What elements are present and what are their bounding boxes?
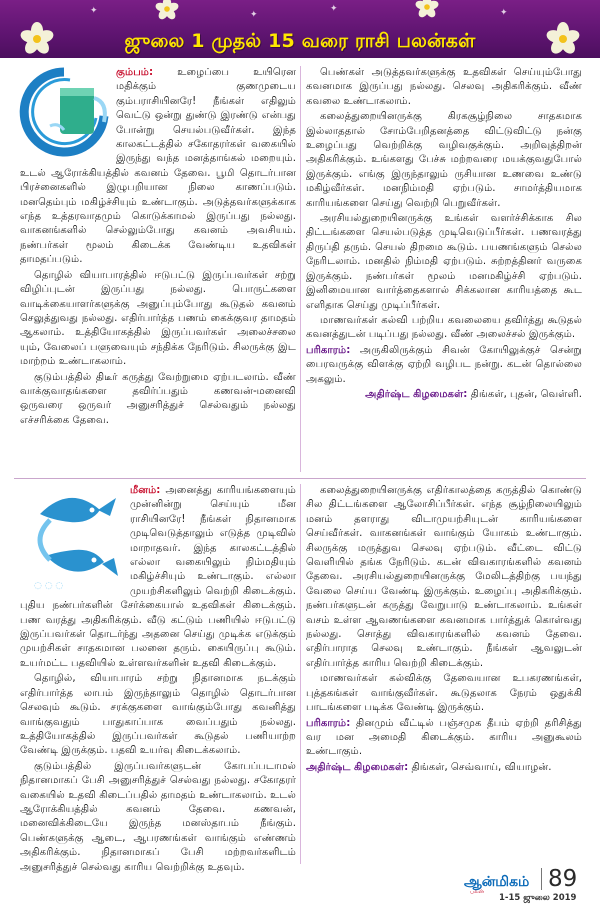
- paragraph: தொழில் வியாபாரத்தில் ஈடுபட்டு இருப்பவர்கள் சற்று விழிப்புடன் இருப்பது நல்லது. பொருட்களை வாடிக்கையாளர்களுக்கு அனுப்பும்போது கூடுதல் கவனம் செலுத்துவது நல்லது. எதிர்பார்த்த பணம் கைக்குவர தாமதம் ஆகலாம். உத்தியோகத்தில் இருப்பவர்கள் அலைச்சலை யும், வேலைப் பளுவையும் சந்திக்க நேரிடும். சிலருக்கு இட மாற்றம் உண்டாகலாம்.: [20, 269, 296, 368]
- meenam-left-column: [20, 484, 296, 873]
- header-banner: [0, 0, 600, 58]
- sparkle-icon: ✦: [250, 10, 258, 20]
- svg-text:◌ ◌ ◌: ◌ ◌ ◌: [34, 581, 64, 591]
- sparkle-icon: ✦: [90, 6, 98, 16]
- sign-title: கும்பம்:: [116, 67, 154, 78]
- lucky-days-label: அதிர்ஷ்ட கிழமைகள்:: [306, 761, 409, 773]
- paragraph: மாணவர்கள் கல்விக்கு தேவையான உபகரணங்கள், புத்தகங்கள் வாங்குவீர்கள். கூடுதலாக நேரம் ஒதுக்கி பாடங்களை படிக்க வேண்டி இருக்கும்.: [306, 673, 582, 714]
- sparkle-icon: ✦: [330, 4, 338, 14]
- remedy-label: பரிகாரம்:: [306, 717, 351, 729]
- remedy-label: பரிகாரம்:: [306, 344, 351, 356]
- remedy-text: தினமும் வீட்டில் பஞ்சமுக தீபம் ஏற்றி தரிசித்து வர மன அமைதி கிடைக்கும். காரிய அனுகூலம் உண்டாகும்.: [306, 717, 582, 758]
- page-title: ஜுலை 1 முதல் 15 வரை ராசி பலன்கள்: [124, 30, 476, 52]
- remedy-text: அருகிலிருக்கும் சிவன் கோயிலுக்குச் சென்று பைரவருக்கு விளக்கு ஏற்றி வழிபட நன்று. கடன் தொல்லை அகலும்.: [306, 344, 582, 385]
- paragraph: அனைத்து காரியங்களையும் முன்னின்று செய்யும் மீன ராசியினரே! நீங்கள் நிதானமாக முடிவெடுத்தாலும் எடுத்த முடிவில் மாறாதவர். இந்த காலகட்டத்தில் எல்லா வகையிலும் நிம்மதியும் மகிழ்ச்சியும் உண்டாகும். எல்லா முயற்சிகளிலும் வெற்றி கிடைக்கும். புதிய நண்பர்களின் சேர்க்கையால் உதவிகள் கிடைக்கும். பண வரத்து அதிகரிக்கும். வீடு கட்டும் பணியில் ஈடுபட்டு இருப்பவர்கள் தொடர்ந்து அதனை செய்து முடிக்க எடுக்கும் முயற்சிகள் சாதகமான பலனை தரும். கையிருப்பு கூடும். உயர்மட்ட பதவியில் உள்ளவர்களின் உதவி கிடைக்கும்.: [20, 485, 296, 669]
- column-divider: [300, 66, 301, 472]
- lucky-days: திங்கள், புதன், வெள்ளி.: [470, 388, 582, 400]
- flower-icon: [155, 0, 179, 21]
- meenam-right-column: [306, 484, 582, 864]
- kumbam-right-column: [306, 66, 582, 472]
- sign-title: மீனம்:: [130, 485, 161, 496]
- kumbam-left-column: [20, 66, 296, 472]
- paragraph: மாணவர்கள் கல்வி பற்றிய கவலையை தவிர்த்து கூடுதல் கவனத்துடன் படிப்பது நல்லது. வீண் அலைச்சல் இருக்கும்.: [306, 314, 582, 341]
- paragraph: அரசியல்துறையினருக்கு உங்கள் வளர்ச்சிக்காக சில திட்டங்களை செயல்படுத்த முடிவெடுப்பீர்கள். பணவரத்து திருப்தி தரும். செயல் திறமை கூடும். பயணங்களும் செல்ல நேரிடலாம். மனதில் நிம்மதி ஏற்படும். சுற்றத்தினர் வருகை இருக்கும். நண்பர்கள் மூலம் மனமகிழ்ச்சி ஏற்படும். இனிமையான வார்த்தைகளால் சிக்கலான காரியத்தை கூட எளிதாக செய்து முடிப்பீர்கள்.: [306, 213, 582, 311]
- page-number: 89: [548, 866, 578, 892]
- paragraph: கலைத்துறையினருக்கு எதிர்காலத்தை கருத்தில் கொண்டு சில திட்டங்களை ஆலோசிப்பீர்கள். எந்த சூழ்நிலையிலும் மனம் தளராது விடாமுயற்சியுடன் காரியங்களை செய்வீர்கள். வாகனங்கள் வாங்கும் யோகம் உண்டாகும். சிலருக்கு மருத்துவ செலவு ஏற்படும். வீட்டை விட்டு வெளியில் தங்க நேரிடும். கடன் விவகாரங்களில் கவனம் தேவை. அரசியல்துறையினருக்கு மேலிடத்திற்கு பயந்து வேலை செய்ய வேண்டி இருக்கும். உழைப்பு அதிகரிக்கும். நண்பர்களுடன் கருத்து வேறுபாடு உண்டாகலாம். உங்கள் வசம் உள்ள ஆவணங்களை கவனமாக பார்த்துக் கொள்வது நல்லது. சொத்து விவகாரங்களில் கவனம் தேவை. எதிர்பாராத செலவு உண்டாகும். நீங்கள் ஆவலுடன் எதிர்பார்த்த காரிய வெற்றி கிடைக்கும்.: [306, 485, 582, 669]
- column-divider: [300, 484, 301, 864]
- magazine-logo: ஆன்மிகம்: [464, 874, 530, 890]
- sparkle-icon: ✦: [500, 8, 508, 18]
- paragraph: உழைப்பை உயிரென மதிக்கும் குணமுடைய கும்பராசியினரே! நீங்கள் எதிலும் வெட்டு ஒன்று துண்டு இரண்டு என்பது போன்று செயல்படுவீர்கள். இந்த காலகட்டத்தில் சகோதரர்கள் வகையில் இருந்து வந்த மனத்தாங்கல் மறையும். உடல் ஆரோக்கியத்தில் கவனம் தேவை. பூமி தொடர்பான பிரச்னைகளில் இழுபறியான நிலை காணப்படும். மனதெம்பும் மகிழ்ச்சியும் உண்டாகும். அடுத்தவர்களுக்காக எந்த உத்தரவாதமும் கொடுக்காமல் இருப்பது நல்லது. வாகனங்களில் செல்லும்போது கவனம் அவசியம். நண்பர்கள் மூலம் கிடைக்க வேண்டிய உதவிகள் தாமதப்படும்.: [20, 67, 296, 266]
- paragraph: தொழில், வியாபாரம் சற்று நிதானமாக நடக்கும் எதிர்பார்த்த லாபம் இருந்தாலும் தொழில் தொடர்பான செலவும் கூடும். சரக்குகளை வாங்கும்போது கவனித்து வாங்குவதும் பாதுகாப்பாக வைப்பதும் நல்லது. உத்தியோகத்தில் இருப்பவர்கள் கூடுதல் பணியாற்ற வேண்டி இருக்கும். பதவி உயர்வு கிடைக்கலாம்.: [20, 673, 296, 757]
- fish-icon: [20, 484, 124, 594]
- paragraph: பெண்கள் அடுத்தவர்களுக்கு உதவிகள் செய்யும்போது கவனமாக இருப்பது நல்லது. செலவு அதிகரிக்கும். வீண் கவலை உண்டாகலாம்.: [306, 67, 582, 107]
- water-pot-icon: [20, 66, 110, 158]
- paragraph: குடும்பத்தில் இருப்பவர்களுடன் கோபப்படாமல் நிதானமாகப் பேசி அனுசரித்துச் செல்வது நல்லது. சகோதரர் வகையில் உதவி கிடைப்பதில் தாமதம் உண்டாகலாம். உடல் ஆரோக்கியத்தில் கவனம் தேவை. கணவன், மனைவிக்கிடையே இருந்த மனஸ்தாபம் நீங்கும். பெண்களுக்கு ஆடை, ஆபரணங்கள் வாங்கும் எண்ணம் அதிகரிக்கும். நிதானமாகப் பேசி மற்றவர்களிடம் அனுசரித்துச் செல்வது காரிய வெற்றிக்கு உதவும்.: [20, 760, 296, 873]
- flower-icon: [415, 0, 439, 19]
- lucky-days-label: அதிர்ஷ்ட கிழமைகள்:: [365, 388, 468, 400]
- issue-date: 1-15 ஜுலை 2019: [499, 893, 577, 903]
- paragraph: குடும்பத்தில் திடீர் கருத்து வேற்றுமை ஏற்படலாம். வீண் வாக்குவாதங்களை தவிர்ப்பதும் கணவன்-மனைவி ஒருவரை ஒருவர் அனுசரித்துச் செல்வதும் நல்லது எச்சரிக்கை தேவை.: [20, 371, 296, 426]
- lucky-days: திங்கள், செவ்வாய், வியாழன்.: [411, 761, 552, 773]
- magazine-logo-sub: பலன்: [470, 889, 484, 895]
- paragraph: கலைத்துறையினருக்கு கிரகசூழ்நிலை சாதகமாக இல்லாததால் சோம்பேறிதனத்தை விட்டுவிட்டு நன்கு உழைப்பது வெற்றிக்கு வழிவகுக்கும். அறிவுத்திறன் அதிகரிக்கும். உங்களது பேச்சு மற்றவரை மயக்குவதுபோல் இருக்கும். எங்கு இருந்தாலும் ருசியான உணவை உண்டு மகிழ்வீர்கள். மனநிம்மதி ஏற்படும். சாமர்த்தியமாக காரியங்களை செய்து வெற்றி பெறுவீர்கள்.: [306, 111, 582, 209]
- footer-divider: [541, 868, 542, 890]
- section-divider: [14, 478, 586, 479]
